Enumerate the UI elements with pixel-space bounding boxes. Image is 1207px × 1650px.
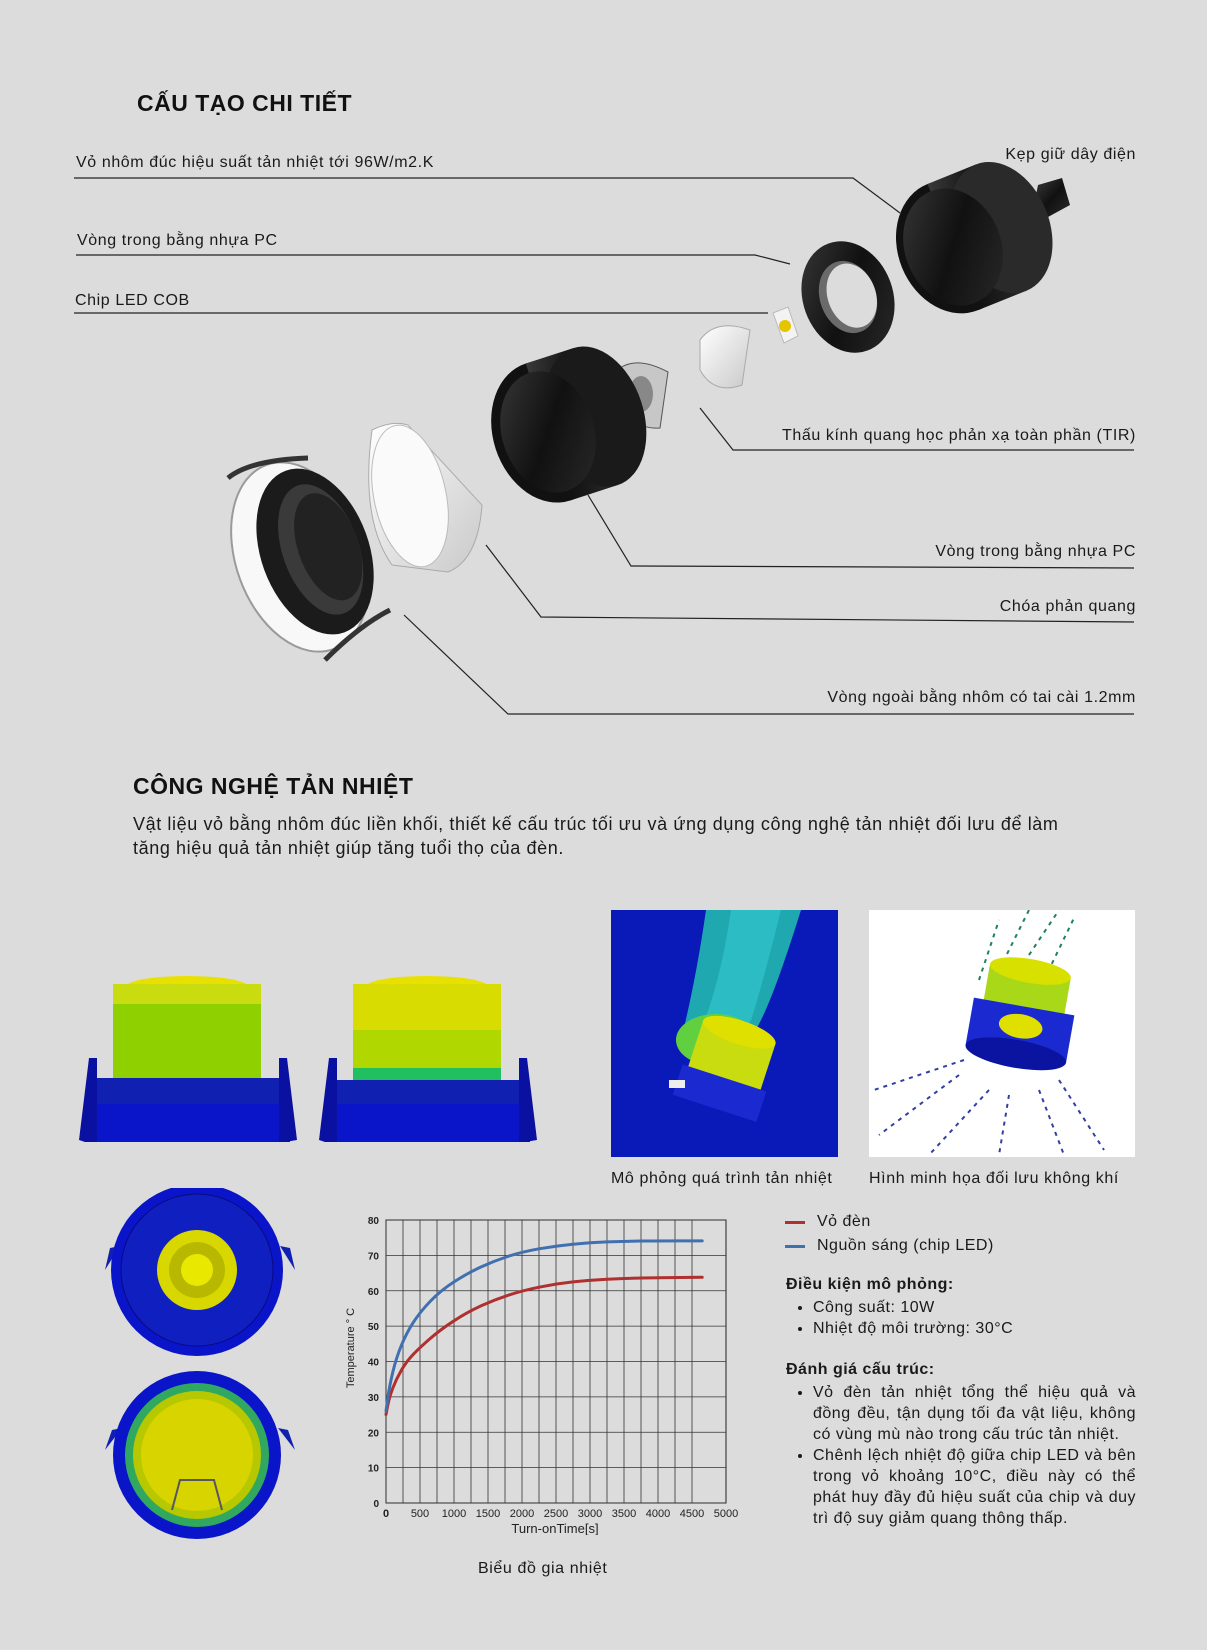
chart-y-tick-label: 50 <box>367 1322 379 1334</box>
chart-x-tick-label: 0 <box>382 1508 390 1520</box>
chart-y-tick-label: 40 <box>367 1357 379 1369</box>
chart-x-tick-label: 3500 <box>611 1508 637 1520</box>
chart-x-tick-label: 1000 <box>441 1508 467 1520</box>
condition-item: • Công suất: 10W <box>813 1297 1136 1318</box>
legend-label-source: Nguồn sáng (chip LED) <box>817 1237 994 1254</box>
legend-item-source <box>785 1234 994 1258</box>
chart-y-ticks <box>368 1216 380 1510</box>
chart-x-tick-label: 4000 <box>645 1508 671 1520</box>
simulation-info <box>786 1274 1136 1529</box>
legend-item-shell <box>785 1210 994 1234</box>
chart-x-tick-label: 5000 <box>713 1508 739 1520</box>
caption-simulation: Mô phỏng quá trình tản nhiệt <box>611 1170 833 1187</box>
chart-series <box>386 1241 702 1415</box>
evaluation-item: • Vỏ đèn tản nhiệt tổng thể hiệu quả và đồng đều, tận dụng tối đa vật liệu, không có vùng mù nào trong cấu trúc tản nhiệt. <box>813 1382 1136 1445</box>
chart-y-tick-label: 80 <box>367 1216 379 1227</box>
label-lens: Thấu kính quang học phản xạ toàn phần (TIR) <box>781 427 1136 444</box>
label-inner-ring-bottom: Vòng trong bằng nhựa PC <box>935 543 1136 560</box>
thermal-top-view-2 <box>105 1371 295 1539</box>
chart-x-tick-label: 4500 <box>679 1508 705 1520</box>
evaluation-title: Đánh giá cấu trúc: <box>786 1361 935 1378</box>
legend-swatch-shell <box>785 1221 805 1224</box>
heating-chart <box>340 1205 750 1535</box>
chart-grid <box>386 1220 726 1503</box>
chart-x-axis-label: Turn-onTime[s] <box>511 1521 599 1535</box>
chart-x-tick-label: 2500 <box>543 1508 569 1520</box>
section-title-structure: CẤU TẠO CHI TIẾT <box>137 90 352 116</box>
label-wire-clip: Kẹp giữ dây điện <box>1005 146 1136 163</box>
thermal-side-views <box>75 970 545 1145</box>
reflector-part <box>360 418 482 574</box>
chart-y-axis-label: Temperature ° C <box>345 1307 357 1389</box>
inner-ring-top-part <box>786 228 910 366</box>
cob-chip-part <box>773 307 798 343</box>
chart-x-tick-label: 1500 <box>475 1508 501 1520</box>
exploded-view-illustration <box>0 0 1207 730</box>
evaluation-item: • Chênh lệch nhiệt độ giữa chip LED và bên trong vỏ khoảng 10°C, điều này có thể phát huy đầy đủ hiệu suất của chip và duy trì độ suy giảm quang thông thấp. <box>813 1445 1136 1529</box>
thermal-side-view-2 <box>319 976 537 1142</box>
chart-x-tick-label: 500 <box>410 1508 430 1520</box>
caption-chart: Biểu đồ gia nhiệt <box>478 1560 608 1577</box>
section-title-thermal: CÔNG NGHỆ TẢN NHIỆT <box>133 773 414 799</box>
tir-lens-part <box>700 326 750 388</box>
chart-y-tick-label: 0 <box>373 1499 379 1510</box>
chart-y-tick-label: 30 <box>367 1392 379 1404</box>
legend-swatch-source <box>785 1245 805 1248</box>
chart-y-tick-label: 10 <box>367 1463 379 1475</box>
condition-item: • Nhiệt độ môi trường: 30°C <box>813 1318 1136 1339</box>
thermal-simulation-image <box>611 910 838 1157</box>
thermal-description: Vật liệu vỏ bằng nhôm đúc liền khối, thiết kế cấu trúc tối ưu và ứng dụng công nghệ tản nhiệt đối lưu để làm tăng hiệu quả tản nhiệt giúp tăng tuổi thọ của đèn. <box>133 814 1059 858</box>
inner-ring-bottom-part <box>473 333 663 517</box>
label-housing: Vỏ nhôm đúc hiệu suất tản nhiệt tới 96W/m2.K <box>76 154 434 171</box>
chart-y-tick-label: 20 <box>367 1428 379 1440</box>
chart-x-ticks <box>383 1508 738 1520</box>
chart-x-tick-label: 2000 <box>509 1508 535 1520</box>
caption-air-convection: Hình minh họa đối lưu không khí <box>869 1170 1119 1187</box>
label-chip: Chip LED COB <box>75 292 190 309</box>
evaluation-list <box>786 1382 1136 1529</box>
chart-y-tick-label: 70 <box>367 1251 379 1263</box>
label-inner-ring-top: Vòng trong bằng nhựa PC <box>77 232 278 249</box>
chart-y-tick-label: 60 <box>367 1286 379 1298</box>
legend-label-shell: Vỏ đèn <box>817 1213 871 1230</box>
thermal-top-view-1 <box>105 1188 295 1356</box>
housing-part <box>877 146 1072 330</box>
chart-x-tick-label: 3000 <box>577 1508 603 1520</box>
conditions-list <box>786 1297 1136 1339</box>
label-reflector: Chóa phản quang <box>999 598 1136 615</box>
thermal-top-views <box>100 1188 300 1548</box>
label-outer-ring: Vòng ngoài bằng nhôm có tai cài 1.2mm <box>827 689 1136 706</box>
thermal-side-view-1 <box>79 976 297 1142</box>
conditions-title: Điều kiện mô phỏng: <box>786 1276 954 1293</box>
air-convection-image <box>869 910 1135 1157</box>
chart-legend <box>785 1210 994 1258</box>
